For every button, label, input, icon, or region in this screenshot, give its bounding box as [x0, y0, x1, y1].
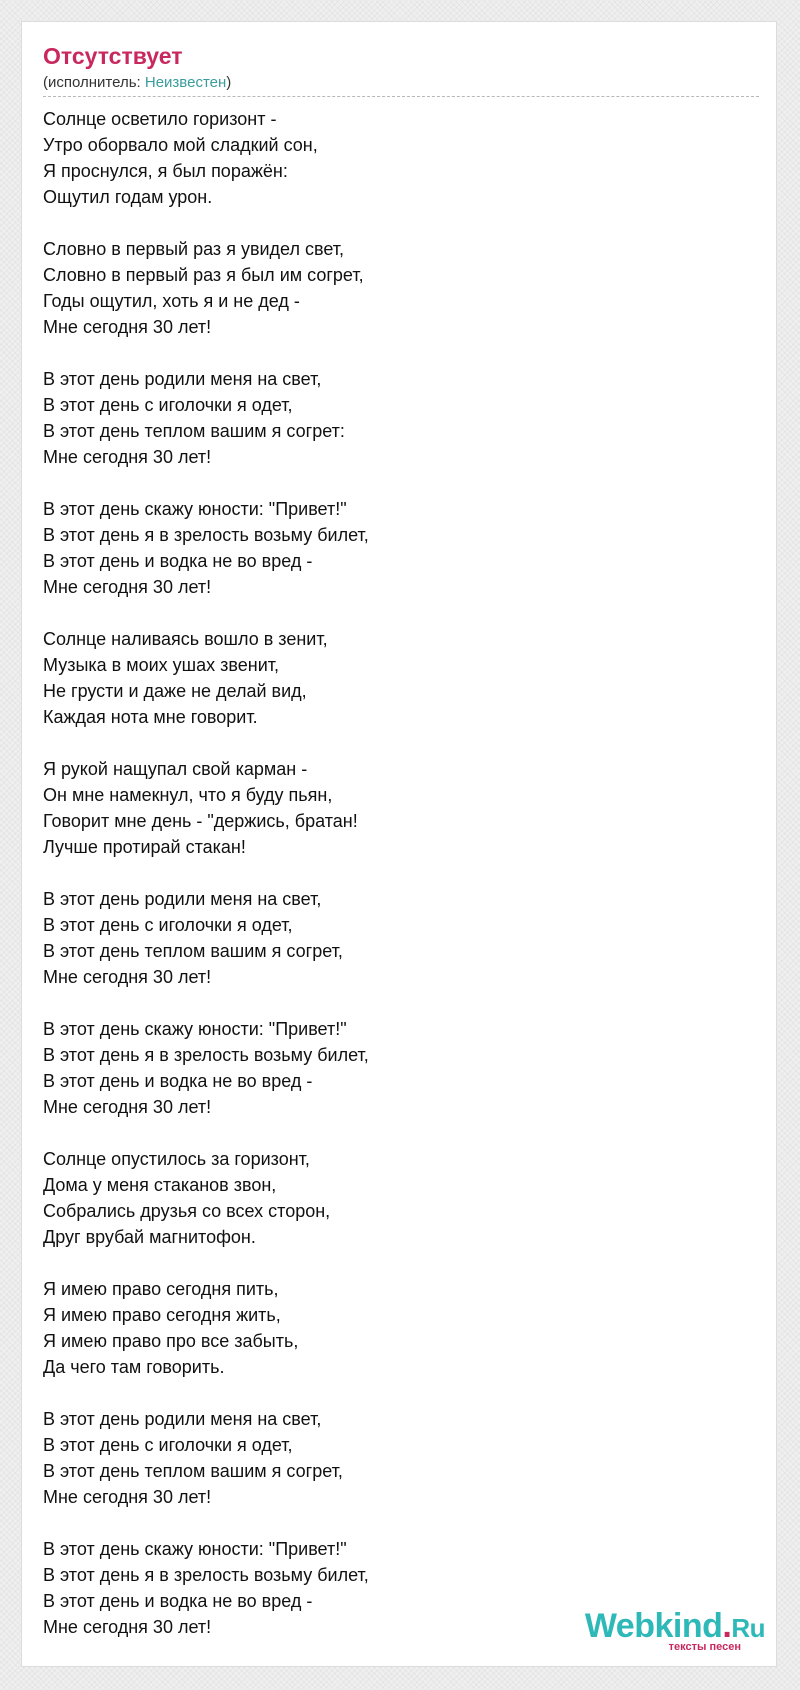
lyrics-line: Словно в первый раз я был им согрет, — [43, 265, 364, 285]
lyrics-line: Солнце наливаясь вошло в зенит, — [43, 629, 328, 649]
lyrics-line: Мне сегодня 30 лет! — [43, 1097, 212, 1117]
lyrics-line: В этот день родили меня на свет, — [43, 889, 322, 909]
lyrics-line: Я рукой нащупал свой карман - — [43, 759, 308, 779]
lyrics-line: Мне сегодня 30 лет! — [43, 1617, 212, 1637]
lyrics-line: Мне сегодня 30 лет! — [43, 577, 212, 597]
artist-suffix: ) — [226, 74, 232, 91]
lyrics-line: В этот день теплом вашим я согрет: — [43, 421, 345, 441]
artist-line — [43, 74, 759, 97]
logo-tld: Ru — [731, 1613, 765, 1643]
lyrics-line: В этот день родили меня на свет, — [43, 1409, 322, 1429]
lyrics-line: Солнце опустилось за горизонт, — [43, 1149, 310, 1169]
song-title: Отсутствует — [43, 43, 183, 69]
lyrics-line: В этот день я в зрелость возьму билет, — [43, 1045, 369, 1065]
lyrics-line: В этот день и водка не во вред - — [43, 1591, 313, 1611]
lyrics-line: Друг врубай магнитофон. — [43, 1227, 256, 1247]
lyrics-line: Я проснулся, я был поражён: — [43, 161, 288, 181]
lyrics-stanza — [43, 886, 743, 990]
lyrics-stanza — [43, 496, 743, 600]
lyrics-line: В этот день и водка не во вред - — [43, 1071, 313, 1091]
lyrics-line: Мне сегодня 30 лет! — [43, 967, 212, 987]
lyrics-stanza — [43, 1016, 743, 1120]
lyrics-stanza — [43, 756, 743, 860]
site-logo[interactable] — [575, 1607, 765, 1653]
artist-link[interactable]: Неизвестен — [144, 74, 227, 91]
lyrics-body — [43, 106, 743, 1666]
lyrics-line: Каждая нота мне говорит. — [43, 707, 258, 727]
lyrics-line: Мне сегодня 30 лет! — [43, 317, 212, 337]
logo-word: Webkind — [584, 1607, 723, 1645]
lyrics-line: В этот день и водка не во вред - — [43, 551, 313, 571]
lyrics-line: Не грусти и даже не делай вид, — [43, 681, 307, 701]
logo-tagline: тексты песен — [668, 1641, 741, 1653]
lyrics-stanza — [43, 1146, 743, 1250]
lyrics-line: Да чего там говорить. — [43, 1357, 225, 1377]
lyrics-stanza — [43, 366, 743, 470]
lyrics-line: Годы ощутил, хоть я и не дед - — [43, 291, 300, 311]
lyrics-line: Я имею право сегодня жить, — [43, 1305, 281, 1325]
lyrics-line: В этот день скажу юности: "Привет!" — [43, 1539, 347, 1559]
logo-dot: . — [722, 1607, 732, 1645]
lyrics-line: Дома у меня стаканов звон, — [43, 1175, 277, 1195]
lyrics-line: Я имею право сегодня пить, — [43, 1279, 279, 1299]
lyrics-stanza — [43, 626, 743, 730]
lyrics-line: В этот день скажу юности: "Привет!" — [43, 499, 347, 519]
lyrics-line: Собрались друзья со всех сторон, — [43, 1201, 331, 1221]
lyrics-card — [21, 21, 777, 1667]
lyrics-line: В этот день теплом вашим я согрет, — [43, 1461, 343, 1481]
lyrics-line: В этот день я в зрелость возьму билет, — [43, 1565, 369, 1585]
lyrics-line: Мне сегодня 30 лет! — [43, 1487, 212, 1507]
lyrics-line: Ощутил годам урон. — [43, 187, 213, 207]
lyrics-stanza — [43, 236, 743, 340]
artist-prefix: (исполнитель: — [43, 74, 145, 91]
lyrics-line: Музыка в моих ушах звенит, — [43, 655, 279, 675]
lyrics-line: Я имею право про все забыть, — [43, 1331, 299, 1351]
lyrics-line: В этот день с иголочки я одет, — [43, 395, 293, 415]
lyrics-line: Утро оборвало мой сладкий сон, — [43, 135, 318, 155]
lyrics-line: Словно в первый раз я увидел свет, — [43, 239, 344, 259]
lyrics-stanza — [43, 1406, 743, 1510]
lyrics-line: Мне сегодня 30 лет! — [43, 447, 212, 467]
lyrics-line: Лучше протирай стакан! — [43, 837, 246, 857]
lyrics-line: В этот день скажу юности: "Привет!" — [43, 1019, 347, 1039]
lyrics-line: В этот день с иголочки я одет, — [43, 1435, 293, 1455]
lyrics-line: В этот день с иголочки я одет, — [43, 915, 293, 935]
lyrics-line: В этот день я в зрелость возьму билет, — [43, 525, 369, 545]
lyrics-stanza — [43, 1276, 743, 1380]
lyrics-stanza — [43, 106, 743, 210]
lyrics-line: В этот день родили меня на свет, — [43, 369, 322, 389]
song-header — [43, 42, 759, 97]
lyrics-line: В этот день теплом вашим я согрет, — [43, 941, 343, 961]
lyrics-line: Говорит мне день - "держись, братан! — [43, 811, 358, 831]
lyrics-line: Он мне намекнул, что я буду пьян, — [43, 785, 333, 805]
lyrics-line: Солнце осветило горизонт - — [43, 109, 277, 129]
